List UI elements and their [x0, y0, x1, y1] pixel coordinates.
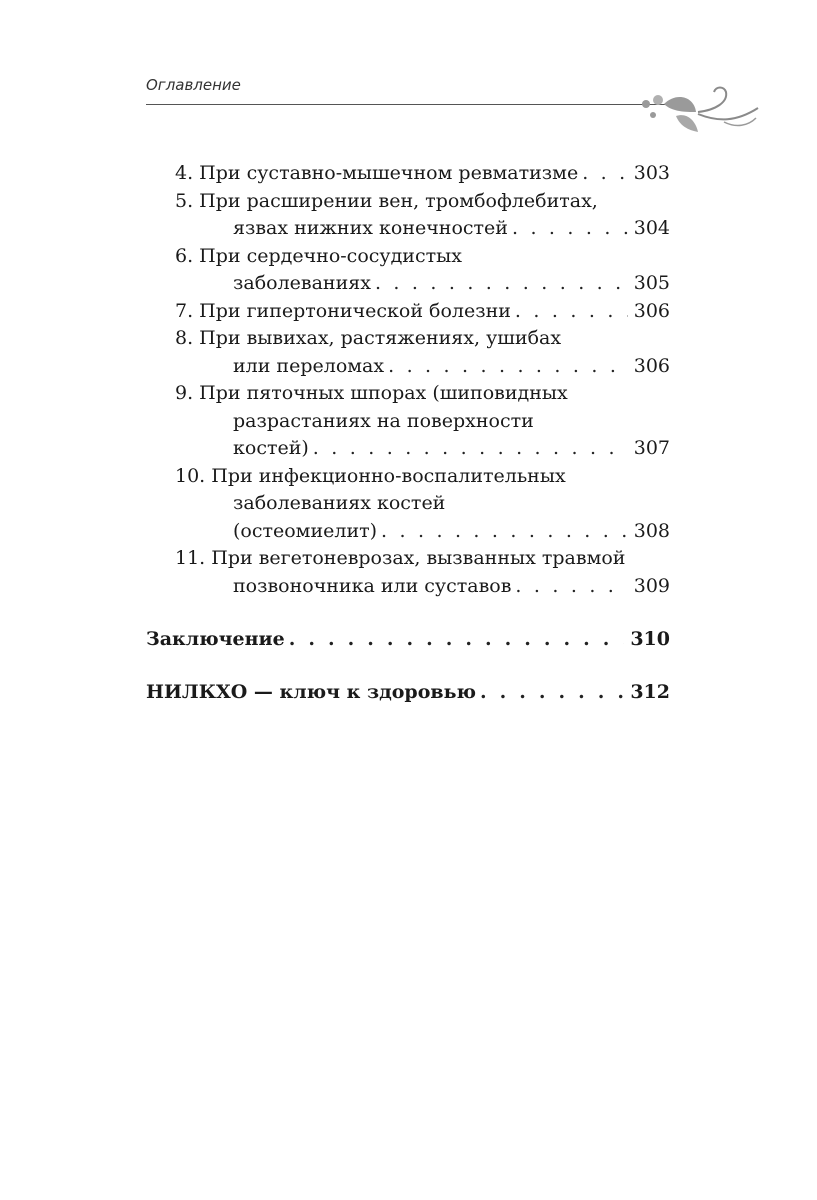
toc-entry-title: или переломах: [233, 354, 385, 377]
toc-entry[interactable]: [146, 160, 670, 188]
dot-leader: [480, 679, 624, 707]
toc-entry-title: Заключение: [146, 628, 285, 650]
dot-leader: [388, 353, 628, 381]
toc-entry-title: 8. При вывихах, растяжениях, ушибах: [175, 327, 562, 349]
toc-page-number: 305: [633, 272, 670, 294]
toc-entry-title: язвах нижних конечностей: [233, 217, 508, 239]
toc-page-number: 306: [633, 299, 670, 322]
dot-leader: [582, 160, 628, 188]
dot-leader: [515, 573, 627, 601]
toc-entry-title: 4. При суставно-мышечном ревматизме: [175, 162, 579, 184]
toc-entry-title: заболеваниях: [233, 272, 371, 294]
toc-entry-title: заболеваниях костей: [233, 492, 446, 514]
header-rule: [146, 104, 666, 105]
dot-leader: [515, 298, 628, 326]
toc-entry-title: НИЛКХО — ключ к здоровью: [146, 680, 476, 703]
table-of-contents: [146, 160, 670, 706]
toc-page-number: 308: [633, 519, 670, 542]
toc-entry-title: 11. При вегетоневрозах, вызванных травмой: [175, 547, 626, 569]
dot-leader: [289, 626, 625, 654]
toc-entry-title: костей): [233, 437, 309, 459]
toc-page-number: 303: [633, 162, 670, 184]
toc-entry[interactable]: [146, 298, 670, 326]
toc-entry[interactable]: [146, 545, 670, 600]
running-head: Оглавление: [146, 76, 241, 94]
toc-entry-title: 7. При гипертонической болезни: [175, 299, 511, 322]
dot-leader: [313, 435, 628, 463]
toc-entry-final[interactable]: [146, 679, 670, 707]
toc-page-number: 309: [633, 574, 670, 597]
toc-entry-title: 5. При расширении вен, тромбофлебитах,: [175, 189, 598, 212]
leaf-swirl-icon: [636, 82, 766, 138]
dot-leader: [512, 215, 628, 243]
toc-entry[interactable]: [146, 188, 670, 243]
dot-leader: [381, 518, 628, 546]
toc-entry[interactable]: [146, 325, 670, 380]
toc-entry-title: позвоночника или суставов: [233, 574, 512, 597]
toc-entry-title: (остеомиелит): [233, 519, 378, 542]
toc-entry[interactable]: [146, 380, 670, 463]
toc-entry-title: 6. При сердечно-сосудистых: [175, 244, 462, 267]
toc-page-number: 307: [633, 437, 670, 459]
toc-page-number: 312: [630, 680, 670, 703]
toc-page-number: 304: [633, 217, 670, 239]
toc-page-number: 310: [630, 628, 670, 650]
dot-leader: [375, 270, 628, 298]
toc-entry[interactable]: [146, 463, 670, 546]
toc-entry[interactable]: [146, 243, 670, 298]
toc-entry-title: 10. При инфекционно-воспалительных: [175, 464, 566, 487]
toc-entry-title: 9. При пяточных шпорах (шиповидных: [175, 382, 568, 404]
toc-page-number: 306: [633, 354, 670, 377]
toc-entry-title: разрастаниях на поверхности: [233, 409, 534, 432]
toc-entry-conclusion[interactable]: [146, 626, 670, 654]
